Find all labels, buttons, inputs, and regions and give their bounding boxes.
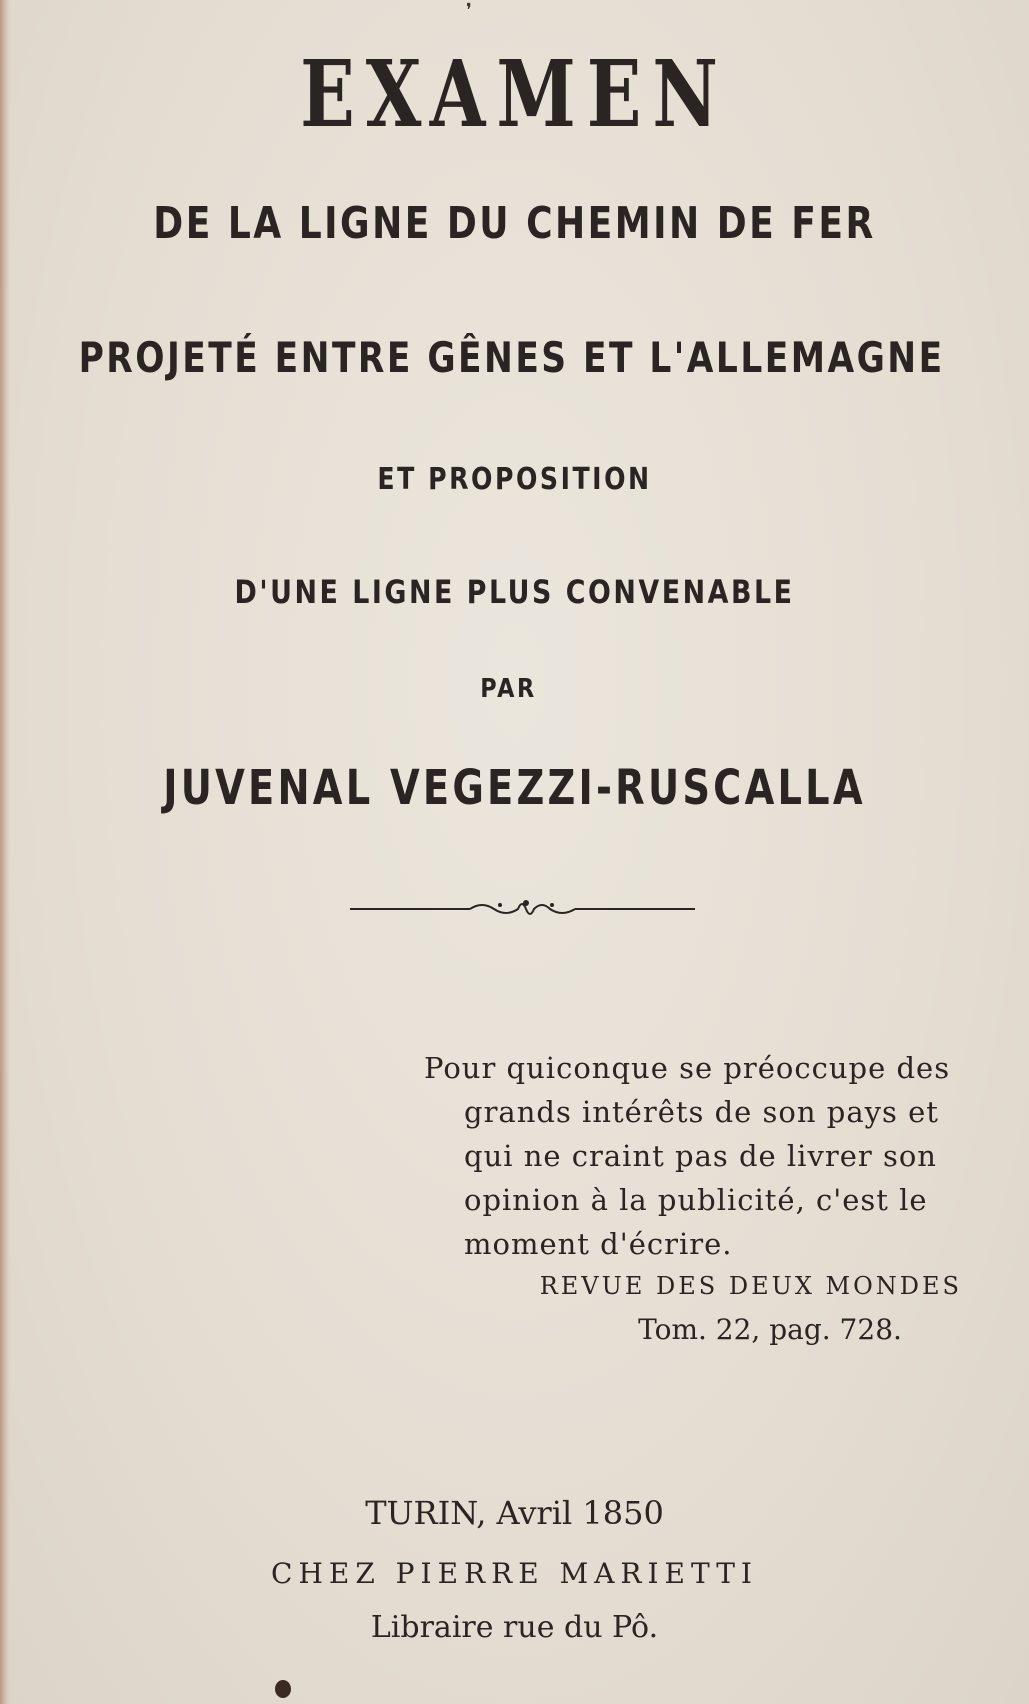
epigraph-line-5: moment d'écrire. <box>464 1227 733 1261</box>
author-name: JUVENAL VEGEZZI-RUSCALLA <box>163 760 866 816</box>
imprint-publisher: CHEZ PIERRE MARIETTI <box>271 1557 758 1590</box>
subtitle-line-1: DE LA LIGNE DU CHEMIN DE FER <box>153 198 876 249</box>
epigraph-line-2: grands intérêts de son pays et <box>464 1095 939 1129</box>
imprint-address: Libraire rue du Pô. <box>370 1610 659 1645</box>
subtitle-line-2: PROJETÉ ENTRE GÊNES ET L'ALLEMAGNE <box>78 333 945 382</box>
imprint-place-date: TURIN, Avril 1850 <box>365 1494 664 1532</box>
subtitle-line-by: PAR <box>480 674 537 704</box>
epigraph-line-3: qui ne craint pas de livrer son <box>464 1139 937 1173</box>
epigraph-line-1: Pour quiconque se préoccupe des <box>424 1051 951 1085</box>
epigraph-line-4: opinion à la publicité, c'est le <box>464 1183 928 1217</box>
subtitle-line-4: D'UNE LIGNE PLUS CONVENABLE <box>234 573 795 611</box>
ink-spot <box>275 1680 291 1698</box>
book-title: EXAMEN <box>300 40 729 148</box>
top-ink-mark: ❜ <box>466 0 472 21</box>
epigraph <box>424 1046 994 1266</box>
epigraph-reference: Tom. 22, pag. 728. <box>638 1313 902 1346</box>
epigraph-source: REVUE DES DEUX MONDES <box>539 1272 962 1300</box>
subtitle-line-3: ET PROPOSITION <box>377 462 652 497</box>
page-edge-shadow <box>0 0 10 1704</box>
ornament-divider-icon <box>350 893 695 923</box>
